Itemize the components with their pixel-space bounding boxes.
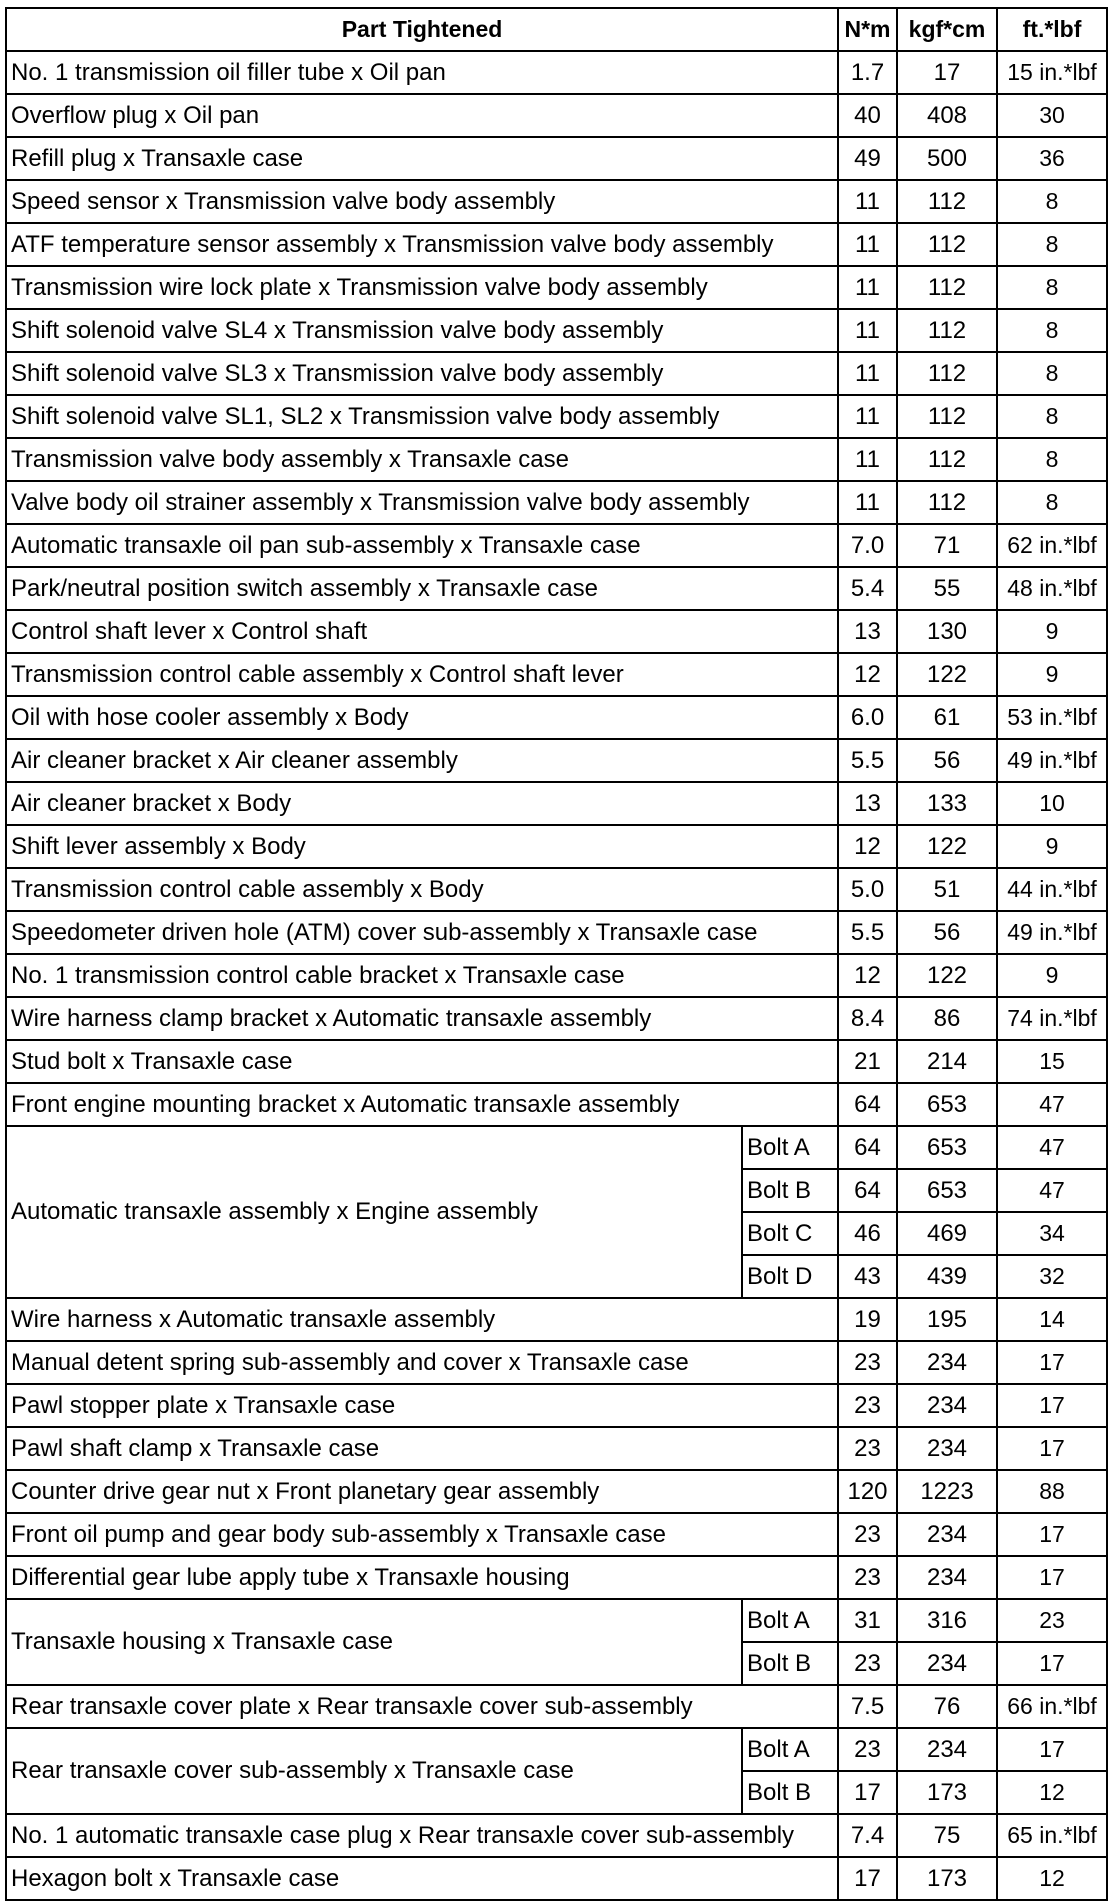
nm-value-cell: 11 — [838, 438, 897, 481]
kgf-cm-value-cell: 234 — [897, 1427, 997, 1470]
kgf-cm-value-cell: 122 — [897, 653, 997, 696]
header-ft-lbf: ft.*lbf — [997, 8, 1107, 51]
part-tightened-cell: Transmission control cable assembly x Control shaft lever — [6, 653, 838, 696]
nm-value-cell: 5.4 — [838, 567, 897, 610]
ft-lbf-value-cell: 8 — [997, 438, 1107, 481]
ft-lbf-value-cell: 48 in.*lbf — [997, 567, 1107, 610]
kgf-cm-value-cell: 234 — [897, 1556, 997, 1599]
ft-lbf-value-cell: 8 — [997, 266, 1107, 309]
part-tightened-cell: Differential gear lube apply tube x Transaxle housing — [6, 1556, 838, 1599]
part-tightened-cell: Shift solenoid valve SL4 x Transmission valve body assembly — [6, 309, 838, 352]
table-row — [6, 1685, 1107, 1728]
header-part-tightened: Part Tightened — [6, 8, 838, 51]
kgf-cm-value-cell: 112 — [897, 395, 997, 438]
table-row — [6, 653, 1107, 696]
kgf-cm-value-cell: 133 — [897, 782, 997, 825]
ft-lbf-value-cell: 14 — [997, 1298, 1107, 1341]
bolt-label-cell: Bolt A — [742, 1599, 838, 1642]
kgf-cm-value-cell: 112 — [897, 438, 997, 481]
nm-value-cell: 23 — [838, 1513, 897, 1556]
ft-lbf-value-cell: 8 — [997, 180, 1107, 223]
table-row — [6, 438, 1107, 481]
table-row — [6, 825, 1107, 868]
nm-value-cell: 43 — [838, 1255, 897, 1298]
nm-value-cell: 64 — [838, 1169, 897, 1212]
nm-value-cell: 7.4 — [838, 1814, 897, 1857]
ft-lbf-value-cell: 17 — [997, 1427, 1107, 1470]
nm-value-cell: 23 — [838, 1556, 897, 1599]
table-row — [6, 1728, 1107, 1771]
table-row — [6, 395, 1107, 438]
header-row — [6, 8, 1107, 51]
table-row — [6, 1298, 1107, 1341]
kgf-cm-value-cell: 112 — [897, 266, 997, 309]
kgf-cm-value-cell: 71 — [897, 524, 997, 567]
ft-lbf-value-cell: 8 — [997, 481, 1107, 524]
table-body — [6, 51, 1107, 1900]
table-row — [6, 51, 1107, 94]
kgf-cm-value-cell: 130 — [897, 610, 997, 653]
part-tightened-cell: Stud bolt x Transaxle case — [6, 1040, 838, 1083]
bolt-label-cell: Bolt B — [742, 1169, 838, 1212]
ft-lbf-value-cell: 17 — [997, 1556, 1107, 1599]
ft-lbf-value-cell: 47 — [997, 1169, 1107, 1212]
ft-lbf-value-cell: 15 — [997, 1040, 1107, 1083]
table-row — [6, 610, 1107, 653]
ft-lbf-value-cell: 9 — [997, 954, 1107, 997]
part-tightened-cell: Transmission control cable assembly x Body — [6, 868, 838, 911]
nm-value-cell: 12 — [838, 653, 897, 696]
ft-lbf-value-cell: 49 in.*lbf — [997, 911, 1107, 954]
nm-value-cell: 23 — [838, 1728, 897, 1771]
part-tightened-cell: Automatic transaxle assembly x Engine assembly — [6, 1126, 742, 1298]
part-tightened-cell: Valve body oil strainer assembly x Transmission valve body assembly — [6, 481, 838, 524]
part-tightened-cell: Transmission wire lock plate x Transmission valve body assembly — [6, 266, 838, 309]
table-row — [6, 94, 1107, 137]
kgf-cm-value-cell: 234 — [897, 1384, 997, 1427]
ft-lbf-value-cell: 15 in.*lbf — [997, 51, 1107, 94]
part-tightened-cell: Transaxle housing x Transaxle case — [6, 1599, 742, 1685]
table-row — [6, 1599, 1107, 1642]
ft-lbf-value-cell: 88 — [997, 1470, 1107, 1513]
table-row — [6, 352, 1107, 395]
nm-value-cell: 19 — [838, 1298, 897, 1341]
ft-lbf-value-cell: 74 in.*lbf — [997, 997, 1107, 1040]
part-tightened-cell: Counter drive gear nut x Front planetary gear assembly — [6, 1470, 838, 1513]
table-row — [6, 954, 1107, 997]
ft-lbf-value-cell: 49 in.*lbf — [997, 739, 1107, 782]
ft-lbf-value-cell: 8 — [997, 223, 1107, 266]
table-row — [6, 223, 1107, 266]
nm-value-cell: 11 — [838, 352, 897, 395]
part-tightened-cell: Air cleaner bracket x Body — [6, 782, 838, 825]
table-row — [6, 180, 1107, 223]
kgf-cm-value-cell: 112 — [897, 309, 997, 352]
nm-value-cell: 23 — [838, 1427, 897, 1470]
ft-lbf-value-cell: 44 in.*lbf — [997, 868, 1107, 911]
kgf-cm-value-cell: 653 — [897, 1126, 997, 1169]
part-tightened-cell: Control shaft lever x Control shaft — [6, 610, 838, 653]
nm-value-cell: 23 — [838, 1642, 897, 1685]
bolt-label-cell: Bolt D — [742, 1255, 838, 1298]
ft-lbf-value-cell: 47 — [997, 1126, 1107, 1169]
kgf-cm-value-cell: 17 — [897, 51, 997, 94]
kgf-cm-value-cell: 86 — [897, 997, 997, 1040]
table-row — [6, 1427, 1107, 1470]
ft-lbf-value-cell: 32 — [997, 1255, 1107, 1298]
header-kgf-cm: kgf*cm — [897, 8, 997, 51]
nm-value-cell: 6.0 — [838, 696, 897, 739]
nm-value-cell: 11 — [838, 395, 897, 438]
nm-value-cell: 23 — [838, 1384, 897, 1427]
ft-lbf-value-cell: 65 in.*lbf — [997, 1814, 1107, 1857]
part-tightened-cell: Shift solenoid valve SL3 x Transmission valve body assembly — [6, 352, 838, 395]
nm-value-cell: 11 — [838, 223, 897, 266]
kgf-cm-value-cell: 653 — [897, 1169, 997, 1212]
nm-value-cell: 23 — [838, 1341, 897, 1384]
table-row — [6, 1556, 1107, 1599]
nm-value-cell: 5.5 — [838, 911, 897, 954]
ft-lbf-value-cell: 17 — [997, 1341, 1107, 1384]
table-row — [6, 696, 1107, 739]
kgf-cm-value-cell: 112 — [897, 352, 997, 395]
table-row — [6, 1083, 1107, 1126]
bolt-label-cell: Bolt B — [742, 1771, 838, 1814]
part-tightened-cell: Hexagon bolt x Transaxle case — [6, 1857, 838, 1900]
kgf-cm-value-cell: 500 — [897, 137, 997, 180]
kgf-cm-value-cell: 173 — [897, 1771, 997, 1814]
kgf-cm-value-cell: 408 — [897, 94, 997, 137]
ft-lbf-value-cell: 12 — [997, 1771, 1107, 1814]
nm-value-cell: 1.7 — [838, 51, 897, 94]
kgf-cm-value-cell: 122 — [897, 954, 997, 997]
nm-value-cell: 31 — [838, 1599, 897, 1642]
part-tightened-cell: Overflow plug x Oil pan — [6, 94, 838, 137]
table-row — [6, 782, 1107, 825]
ft-lbf-value-cell: 9 — [997, 610, 1107, 653]
nm-value-cell: 8.4 — [838, 997, 897, 1040]
nm-value-cell: 13 — [838, 782, 897, 825]
part-tightened-cell: Transmission valve body assembly x Transaxle case — [6, 438, 838, 481]
ft-lbf-value-cell: 53 in.*lbf — [997, 696, 1107, 739]
table-row — [6, 567, 1107, 610]
part-tightened-cell: Rear transaxle cover sub-assembly x Transaxle case — [6, 1728, 742, 1814]
nm-value-cell: 49 — [838, 137, 897, 180]
ft-lbf-value-cell: 8 — [997, 395, 1107, 438]
kgf-cm-value-cell: 316 — [897, 1599, 997, 1642]
nm-value-cell: 12 — [838, 954, 897, 997]
kgf-cm-value-cell: 51 — [897, 868, 997, 911]
nm-value-cell: 40 — [838, 94, 897, 137]
nm-value-cell: 120 — [838, 1470, 897, 1513]
part-tightened-cell: Front oil pump and gear body sub-assembly x Transaxle case — [6, 1513, 838, 1556]
table-row — [6, 266, 1107, 309]
ft-lbf-value-cell: 8 — [997, 352, 1107, 395]
part-tightened-cell: Automatic transaxle oil pan sub-assembly x Transaxle case — [6, 524, 838, 567]
table-row — [6, 1857, 1107, 1900]
part-tightened-cell: Park/neutral position switch assembly x Transaxle case — [6, 567, 838, 610]
kgf-cm-value-cell: 61 — [897, 696, 997, 739]
part-tightened-cell: Wire harness clamp bracket x Automatic transaxle assembly — [6, 997, 838, 1040]
kgf-cm-value-cell: 234 — [897, 1341, 997, 1384]
kgf-cm-value-cell: 122 — [897, 825, 997, 868]
nm-value-cell: 7.5 — [838, 1685, 897, 1728]
kgf-cm-value-cell: 234 — [897, 1642, 997, 1685]
bolt-label-cell: Bolt A — [742, 1728, 838, 1771]
table-row — [6, 309, 1107, 352]
kgf-cm-value-cell: 112 — [897, 223, 997, 266]
kgf-cm-value-cell: 439 — [897, 1255, 997, 1298]
ft-lbf-value-cell: 17 — [997, 1728, 1107, 1771]
nm-value-cell: 7.0 — [838, 524, 897, 567]
part-tightened-cell: Shift solenoid valve SL1, SL2 x Transmission valve body assembly — [6, 395, 838, 438]
ft-lbf-value-cell: 62 in.*lbf — [997, 524, 1107, 567]
nm-value-cell: 64 — [838, 1083, 897, 1126]
ft-lbf-value-cell: 9 — [997, 653, 1107, 696]
part-tightened-cell: Pawl shaft clamp x Transaxle case — [6, 1427, 838, 1470]
part-tightened-cell: No. 1 transmission oil filler tube x Oil pan — [6, 51, 838, 94]
nm-value-cell: 17 — [838, 1771, 897, 1814]
kgf-cm-value-cell: 469 — [897, 1212, 997, 1255]
ft-lbf-value-cell: 34 — [997, 1212, 1107, 1255]
table-row — [6, 1470, 1107, 1513]
nm-value-cell: 11 — [838, 481, 897, 524]
part-tightened-cell: ATF temperature sensor assembly x Transmission valve body assembly — [6, 223, 838, 266]
part-tightened-cell: Rear transaxle cover plate x Rear transaxle cover sub-assembly — [6, 1685, 838, 1728]
part-tightened-cell: Air cleaner bracket x Air cleaner assembly — [6, 739, 838, 782]
kgf-cm-value-cell: 234 — [897, 1513, 997, 1556]
ft-lbf-value-cell: 8 — [997, 309, 1107, 352]
table-row — [6, 1513, 1107, 1556]
kgf-cm-value-cell: 112 — [897, 481, 997, 524]
torque-specification-table — [5, 7, 1108, 1901]
kgf-cm-value-cell: 112 — [897, 180, 997, 223]
part-tightened-cell: Pawl stopper plate x Transaxle case — [6, 1384, 838, 1427]
part-tightened-cell: No. 1 automatic transaxle case plug x Rear transaxle cover sub-assembly — [6, 1814, 838, 1857]
ft-lbf-value-cell: 17 — [997, 1642, 1107, 1685]
nm-value-cell: 11 — [838, 266, 897, 309]
part-tightened-cell: Refill plug x Transaxle case — [6, 137, 838, 180]
nm-value-cell: 17 — [838, 1857, 897, 1900]
nm-value-cell: 11 — [838, 309, 897, 352]
nm-value-cell: 12 — [838, 825, 897, 868]
kgf-cm-value-cell: 195 — [897, 1298, 997, 1341]
nm-value-cell: 64 — [838, 1126, 897, 1169]
table-row — [6, 1126, 1107, 1169]
part-tightened-cell: Shift lever assembly x Body — [6, 825, 838, 868]
kgf-cm-value-cell: 173 — [897, 1857, 997, 1900]
table-row — [6, 868, 1107, 911]
kgf-cm-value-cell: 214 — [897, 1040, 997, 1083]
nm-value-cell: 5.0 — [838, 868, 897, 911]
kgf-cm-value-cell: 75 — [897, 1814, 997, 1857]
kgf-cm-value-cell: 1223 — [897, 1470, 997, 1513]
kgf-cm-value-cell: 55 — [897, 567, 997, 610]
ft-lbf-value-cell: 66 in.*lbf — [997, 1685, 1107, 1728]
table-row — [6, 1341, 1107, 1384]
table-row — [6, 1814, 1107, 1857]
kgf-cm-value-cell: 653 — [897, 1083, 997, 1126]
table-row — [6, 739, 1107, 782]
nm-value-cell: 46 — [838, 1212, 897, 1255]
part-tightened-cell: Front engine mounting bracket x Automatic transaxle assembly — [6, 1083, 838, 1126]
table-row — [6, 481, 1107, 524]
table-row — [6, 137, 1107, 180]
ft-lbf-value-cell: 17 — [997, 1513, 1107, 1556]
table-row — [6, 524, 1107, 567]
ft-lbf-value-cell: 17 — [997, 1384, 1107, 1427]
table-row — [6, 997, 1107, 1040]
ft-lbf-value-cell: 36 — [997, 137, 1107, 180]
ft-lbf-value-cell: 23 — [997, 1599, 1107, 1642]
part-tightened-cell: Oil with hose cooler assembly x Body — [6, 696, 838, 739]
kgf-cm-value-cell: 56 — [897, 739, 997, 782]
bolt-label-cell: Bolt C — [742, 1212, 838, 1255]
part-tightened-cell: Speedometer driven hole (ATM) cover sub-assembly x Transaxle case — [6, 911, 838, 954]
ft-lbf-value-cell: 10 — [997, 782, 1107, 825]
bolt-label-cell: Bolt B — [742, 1642, 838, 1685]
nm-value-cell: 11 — [838, 180, 897, 223]
table-row — [6, 1384, 1107, 1427]
kgf-cm-value-cell: 234 — [897, 1728, 997, 1771]
nm-value-cell: 13 — [838, 610, 897, 653]
kgf-cm-value-cell: 56 — [897, 911, 997, 954]
ft-lbf-value-cell: 9 — [997, 825, 1107, 868]
table-row — [6, 911, 1107, 954]
bolt-label-cell: Bolt A — [742, 1126, 838, 1169]
ft-lbf-value-cell: 30 — [997, 94, 1107, 137]
part-tightened-cell: Wire harness x Automatic transaxle assembly — [6, 1298, 838, 1341]
nm-value-cell: 5.5 — [838, 739, 897, 782]
part-tightened-cell: No. 1 transmission control cable bracket x Transaxle case — [6, 954, 838, 997]
ft-lbf-value-cell: 47 — [997, 1083, 1107, 1126]
header-nm: N*m — [838, 8, 897, 51]
kgf-cm-value-cell: 76 — [897, 1685, 997, 1728]
table-row — [6, 1040, 1107, 1083]
ft-lbf-value-cell: 12 — [997, 1857, 1107, 1900]
part-tightened-cell: Manual detent spring sub-assembly and cover x Transaxle case — [6, 1341, 838, 1384]
nm-value-cell: 21 — [838, 1040, 897, 1083]
part-tightened-cell: Speed sensor x Transmission valve body assembly — [6, 180, 838, 223]
